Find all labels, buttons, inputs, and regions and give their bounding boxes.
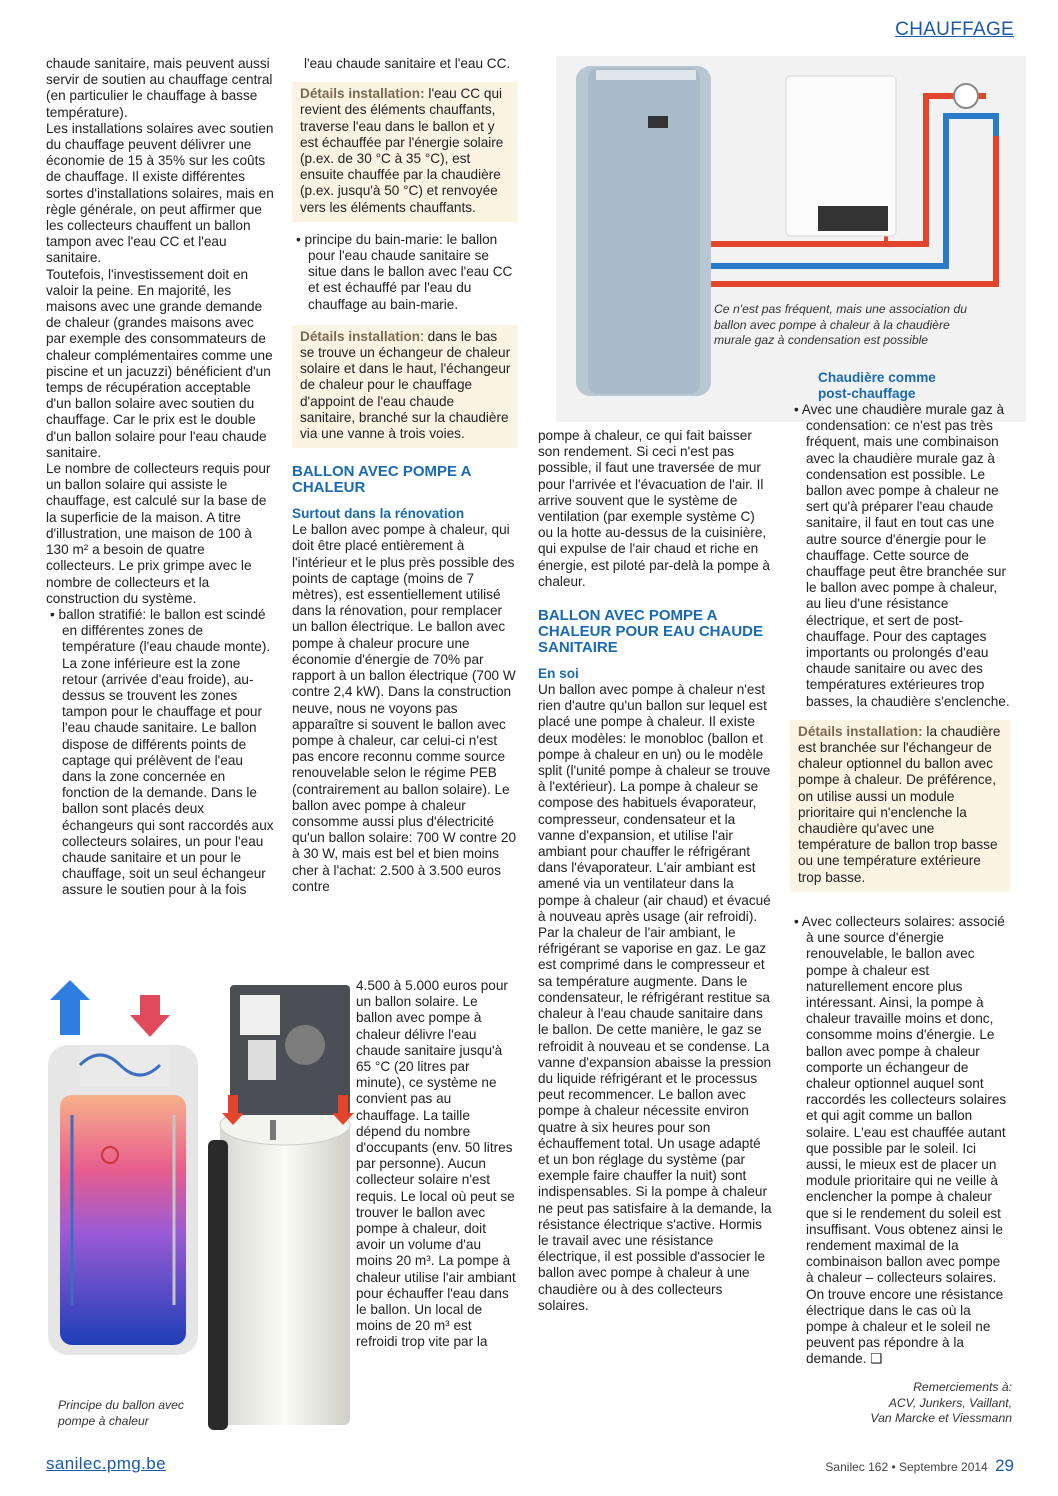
sub-heading: Surtout dans la rénovation <box>292 506 465 522</box>
site-link[interactable]: sanilec.pmg.be <box>46 1454 166 1473</box>
thanks-names: ACV, Junkers, Vaillant, <box>888 1395 1012 1410</box>
page-footer <box>825 1458 1014 1475</box>
figure-caption: Principe du ballon avec pompe à chaleur <box>58 1398 185 1428</box>
thanks-names: Van Marcke et Viessmann <box>870 1411 1012 1425</box>
box-text: : dans le bas se trouve un échangeur de chaleur solaire et dans le haut, l'échangeur de chaleur pour le chauffage d'appoint de l'eau chaude sanitaire, branché sur la chaudière via une vanne à trois voies. <box>300 328 511 442</box>
box-label: Détails installation: <box>798 723 923 739</box>
heat-pump-illustration <box>40 975 360 1455</box>
sub-heading: En soi <box>538 666 579 682</box>
paragraph: 4.500 à 5.000 euros pour un ballon solaire. Le ballon avec pompe à chaleur délivre l'eau chaude sanitaire jusqu'à 65 °C (20 litres par minute), ce système ne convient pas au chauffage. La taille dépend du nombre d'occupants (env. 50 litres par personne). Aucun collecteur solaire n'est requis. Le local où peut se trouver le ballon avec pompe à chaleur, doit avoir un volume d'au moins 20 m³. La pompe à chaleur utilise l'air ambiant pour échauffer l'eau dans le ballon. Un local de moins de 20 m³ est refroidi trop vite par la <box>356 978 516 1350</box>
box-label: Détails installation: <box>300 86 425 102</box>
paragraph: Toutefois, l'investissement doit en valoir la peine. En majorité, les maisons avec une grande demande de chaleur (grandes maisons avec par exemple des consommateurs de chaleur complémentaires comme une piscine et un jacuzzi) bénéficient d'un temps de récupération acceptable d'un ballon solaire avec soutien du chauffage. Car le prix est le double d'un ballon solaire pour l'eau chaude sanitaire. <box>46 266 273 460</box>
paragraph: Le nombre de collecteurs requis pour un ballon solaire qui assiste le chauffage, est calculé sur la base de la superficie de la maison. A titre d'illustration, une maison de 100 à 130 m² a besoin de quatre collecteurs. Le prix grimpe avec le nombre de collecteurs et la construction du système. <box>46 461 271 606</box>
column-1 <box>46 56 274 899</box>
bullet-chaudiere-gaz: • Avec une chaudière murale gaz à condensation: ce n'est pas très fréquent, mais une combinaison avec la chaudière murale gaz à condensation est possible. Le ballon avec pompe à chaleur ne sert qu'à préparer l'eau chaude sanitaire, il faut en tout cas une autre source d'énergie pour le chauffage. Cette source de chauffage peut être branchée sur le ballon avec pompe à chaleur, au lieu d'une résistance électrique, et sert de post-chauffage. Pour des captages importants ou prolongés d'eau chaude sanitaire ou avec des températures extérieures trop basses, la chaudière s'enclenche. <box>794 402 1010 709</box>
column-4 <box>790 370 1010 1368</box>
paragraph: pompe à chaleur, ce qui fait baisser son rendement. Si ceci n'est pas possible, il faut une traversée de mur pour l'arrivée et l'évacuation de l'air. Il arrive souvent que le système de ventilation (par exemple système C) ou la hotte au-dessus de la cuisinière, qui expulse de l'air chaud et riche en énergie, est piloté par-delà la pompe à chaleur. <box>538 428 770 589</box>
boiler-association-image <box>556 56 1026 422</box>
paragraph: Les installations solaires avec soutien du chauffage peuvent délivrer une économie de 15 à 35% sur les coûts de chauffage. Il existe différentes sortes d'installations solaires, mais en règle générale, on peut affirmer que les collecteurs chauffent un ballon tampon avec l'eau CC et l'eau sanitaire. <box>46 120 274 266</box>
figure-caption: Ce n'est pas fréquent, mais une association du ballon avec pompe à chaleur à la chaudière murale gaz à condensation est possible <box>714 302 967 347</box>
box-text: l'eau CC qui revient des éléments chauffants, traverse l'eau dans le ballon et y est échauffée par l'énergie solaire (p.ex. de 30 °C à 35 °C), est ensuite chauffée par la chaudière (p.ex. jusqu'à 50 °C) et renvoyée vers les éléments chauffants. <box>300 86 504 215</box>
thanks-title: Remerciements à: <box>913 1380 1012 1394</box>
box-text: la chaudière est branchée sur l'échangeur de chaleur optionnel du ballon avec pompe à chaleur. De préférence, on utilise aussi un module prioritaire qui n'enclenche la chaudière qu'avec une température de ballon trop basse ou une température extérieure trop basse. <box>798 723 1001 885</box>
paragraph: Un ballon avec pompe à chaleur n'est rien d'autre qu'un ballon sur lequel est placé une pompe à chaleur. Il existe deux modèles: le monobloc (ballon et pompe à chaleur en un) ou le modèle split (l'unité pompe à chaleur se trouve à l'extérieur). La pompe à chaleur se compose des habituels évaporateur, compresseur, condensateur et la vanne d'expansion, et utilise l'air ambiant pour chauffer le réfrigérant dans l'évaporateur. L'air ambiant est amené via un ventilateur dans la pompe à chaleur (air chaud) et évacué à nouveau après usage (air refroidi). Par la chaleur de l'air ambiant, le réfrigérant se vaporise en gaz. Le gaz est comprimé dans le compresseur et sa température augmente. Dans le condensateur, le réfrigérant restitue sa chaleur à l'eau chaude sanitaire dans le ballon. De cette manière, le gaz se refroidit à nouveau et se condense. La vanne d'expansion abaisse la pression du liquide réfrigérant et le processus peut recommencer. Le ballon avec pompe à chaleur nécessite environ quatre à six heures pour son échauffement total. Un usage adapté et un bon réglage du système (par exemple faire chauffer la nuit) sont indispensables. Si la pompe à chaleur ne peut pas satisfaire à la demande, la résistance électrique s'active. Hormis le travail avec une résistance électrique, il est possible d'associer le ballon avec pompe à chaleur à une chaudière ou à des collecteurs solaires. <box>538 682 772 1313</box>
bullet-bain-marie: • principe du bain-marie: le ballon pour l'eau chaude sanitaire se situe dans le ballon avec l'eau CC et est échauffé par l'eau du chauffage au bain-marie. <box>296 231 513 312</box>
box-label: Détails installation <box>300 328 421 344</box>
bullet-collecteurs-solaires: • Avec collecteurs solaires: associé à une source d'énergie renouvelable, le ballon avec pompe à chaleur est naturellement encore plus intéressant. Ainsi, la pompe à chaleur travaille moins et donc, consomme moins d'énergie. Le ballon avec pompe à chaleur comporte un échangeur de chaleur optionnel auquel sont raccordés les collecteurs solaires et qui agit comme un ballon solaire. L'eau est chauffée autant que possible par le soleil. Ici aussi, le mieux est de placer un module prioritaire qui ne veille à enclencher la pompe à chaleur que si le rendement du soleil est insuffisant. Vous obtenez ainsi le rendement maximal de la combinaison ballon avec pompe à chaleur – collecteurs solaires. On trouve encore une résistance électrique dans le cas où la pompe à chaleur et le soleil ne peuvent pas répondre à la demande. ❑ <box>794 913 1007 1367</box>
section-title: CHAUFFAGE <box>895 19 1014 40</box>
issue-info: Sanilec 162 • Septembre 2014 <box>825 1460 988 1474</box>
sub-heading: Chaudière comme post-chauffage <box>818 370 936 401</box>
section-heading: BALLON AVEC POMPE A CHALEUR <box>292 463 471 497</box>
installation-details-box <box>292 82 518 222</box>
installation-details-box <box>292 325 518 448</box>
paragraph: Le ballon avec pompe à chaleur, qui doit être placé entièrement à l'intérieur et le plus près possible des points de captage (moins de 7 mètres), est essentiellement utilisé dans la rénovation, pour remplacer un ballon électrique. Le ballon avec pompe à chaleur procure une économie d'énergie de 70% par rapport à un ballon électrique (700 W contre 2,4 kW). Dans la construction neuve, nous ne voyons pas apparaître si souvent le ballon avec pompe à chaleur, car celui-ci n'est pas encore reconnu comme source renouvelable selon le régime PEB (contrairement au ballon solaire). Le ballon avec pompe à chaleur consomme aussi plus d'électricité qu'un ballon solaire: 700 W contre 20 à 30 W, mais est bel et bien moins cher à l'achat: 2.500 à 3.500 euros contre <box>292 522 517 894</box>
installation-details-box <box>790 720 1010 892</box>
paragraph: chaude sanitaire, mais peuvent aussi servir de soutien au chauffage central (en particulier le chauffage à basse température). <box>46 56 273 120</box>
section-heading: BALLON AVEC POMPE A CHALEUR POUR EAU CHAUDE SANITAIRE <box>538 607 764 657</box>
acknowledgements <box>870 1380 1012 1427</box>
column-2 <box>292 56 518 895</box>
bullet-ballon-stratifie: • ballon stratifié: le ballon est scindé en différentes zones de température (l'eau chaude monte). La zone inférieure est la zone retour (arrivée d'eau froide), au-dessus se trouvent les zones tampon pour le chauffage et pour l'eau chaude sanitaire. Le ballon dispose de différents points de captage qui prélèvent de l'eau dans la zone concernée en fonction de la demande. Dans le ballon sont placés deux échangeurs qui sont raccordés aux collecteurs solaires, un pour l'eau chaude sanitaire et un pour le chauffage, soit un seul échangeur assure le soutien pour à la fois <box>50 606 274 898</box>
paragraph-continued <box>356 978 516 1351</box>
paragraph: l'eau chaude sanitaire et l'eau CC. <box>304 56 511 71</box>
page-number: 29 <box>995 1456 1014 1475</box>
column-3 <box>538 428 772 1314</box>
